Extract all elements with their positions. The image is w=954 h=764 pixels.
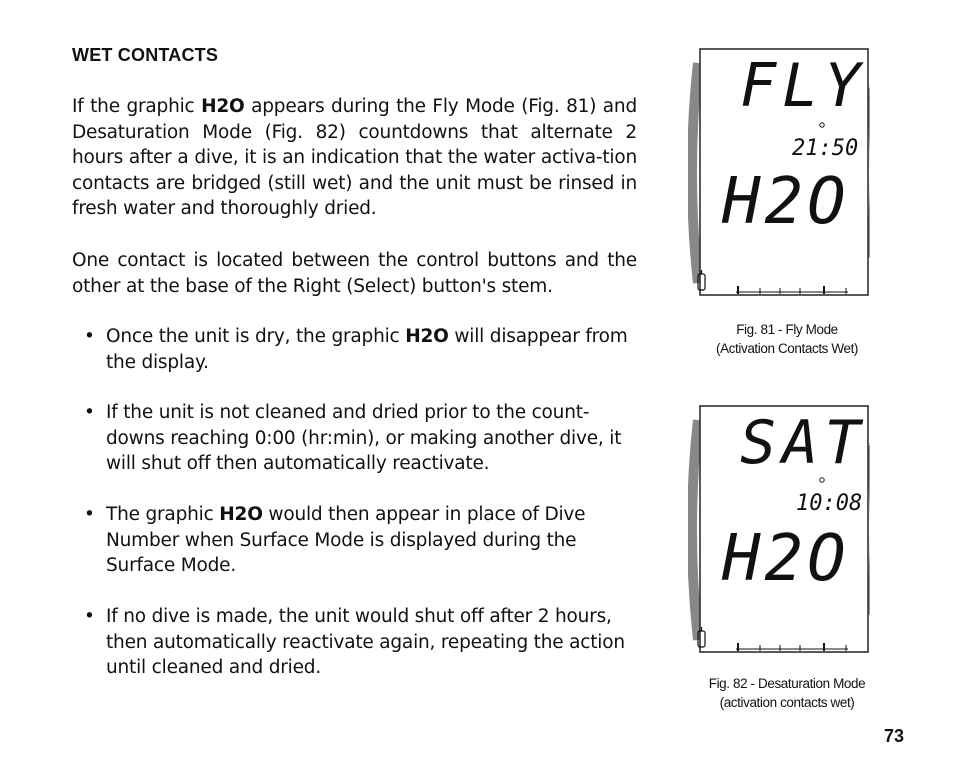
bezel-left-arc	[692, 420, 698, 640]
h2o-display-text: H2O	[722, 165, 850, 239]
h2o-display-text: H2O	[722, 522, 850, 596]
intro-paragraph	[72, 94, 637, 222]
time-text: 10:08	[796, 491, 863, 516]
mode-text: SAT	[740, 408, 867, 478]
bullet-3-text-a: The graphic	[106, 504, 220, 525]
mode-text: FLY	[740, 51, 867, 121]
bullet-symbol: •	[84, 504, 95, 525]
figure-82-caption	[684, 674, 890, 712]
bullet-4-text: If no dive is made, the unit would shut off after 2 hours, then automatically reactivate again, repeating the action until cleaned and dried.	[106, 606, 625, 679]
h2o-term: H2O	[201, 96, 245, 117]
bullet-1-text-a: Once the unit is dry, the graphic	[106, 326, 406, 347]
lcd-display-sat	[688, 405, 870, 655]
bullet-symbol: •	[84, 402, 95, 423]
figure-82-lcd	[688, 405, 870, 655]
caption-line-2: (activation contacts wet)	[719, 695, 855, 710]
figure-81-lcd	[688, 48, 870, 298]
contact-location-paragraph: One contact is located between the control buttons and the other at the base of the Right (Select) button's stem.	[72, 250, 637, 297]
figure-81-caption	[688, 320, 886, 358]
intro-text-c: appears during the Fly Mode (Fig. 81) and Desaturation Mode (Fig. 82) countdowns that alternate 2 hours after a dive, it is an indication that the water activa-tion contacts are bridged (still wet) and the unit must be rinsed in fresh water and thoroughly dried.	[72, 96, 637, 220]
h2o-term: H2O	[405, 326, 449, 347]
lcd-display-fly	[688, 48, 870, 298]
time-text: 21:50	[792, 136, 859, 161]
caption-line-2: (Activation Contacts Wet)	[715, 341, 859, 356]
bullet-item-2	[84, 400, 644, 477]
caption-line-1: Fig. 82 - Desaturation Mode	[708, 676, 866, 691]
bezel-left-arc	[692, 63, 698, 283]
page-number: 73	[884, 726, 905, 746]
bullet-item-1	[84, 324, 644, 375]
bullet-symbol: •	[84, 606, 95, 627]
bullet-3-text-c: would then appear in place of Dive Number when Surface Mode is displayed during the Surface Mode.	[106, 504, 586, 577]
section-heading: WET CONTACTS	[72, 45, 219, 65]
h2o-term: H2O	[219, 504, 263, 525]
bullet-1-text-c: will disappear from the display.	[106, 326, 628, 373]
bullet-item-3	[84, 502, 644, 579]
caption-line-1: Fig. 81 - Fly Mode	[736, 322, 838, 337]
bullet-2-text: If the unit is not cleaned and dried prior to the count-downs reaching 0:00 (hr:min), or making another dive, it will shut off then automatically reactivate.	[106, 402, 622, 475]
intro-text-a: If the graphic	[72, 96, 202, 117]
bullet-symbol: •	[84, 326, 95, 347]
bullet-item-4	[84, 604, 644, 681]
